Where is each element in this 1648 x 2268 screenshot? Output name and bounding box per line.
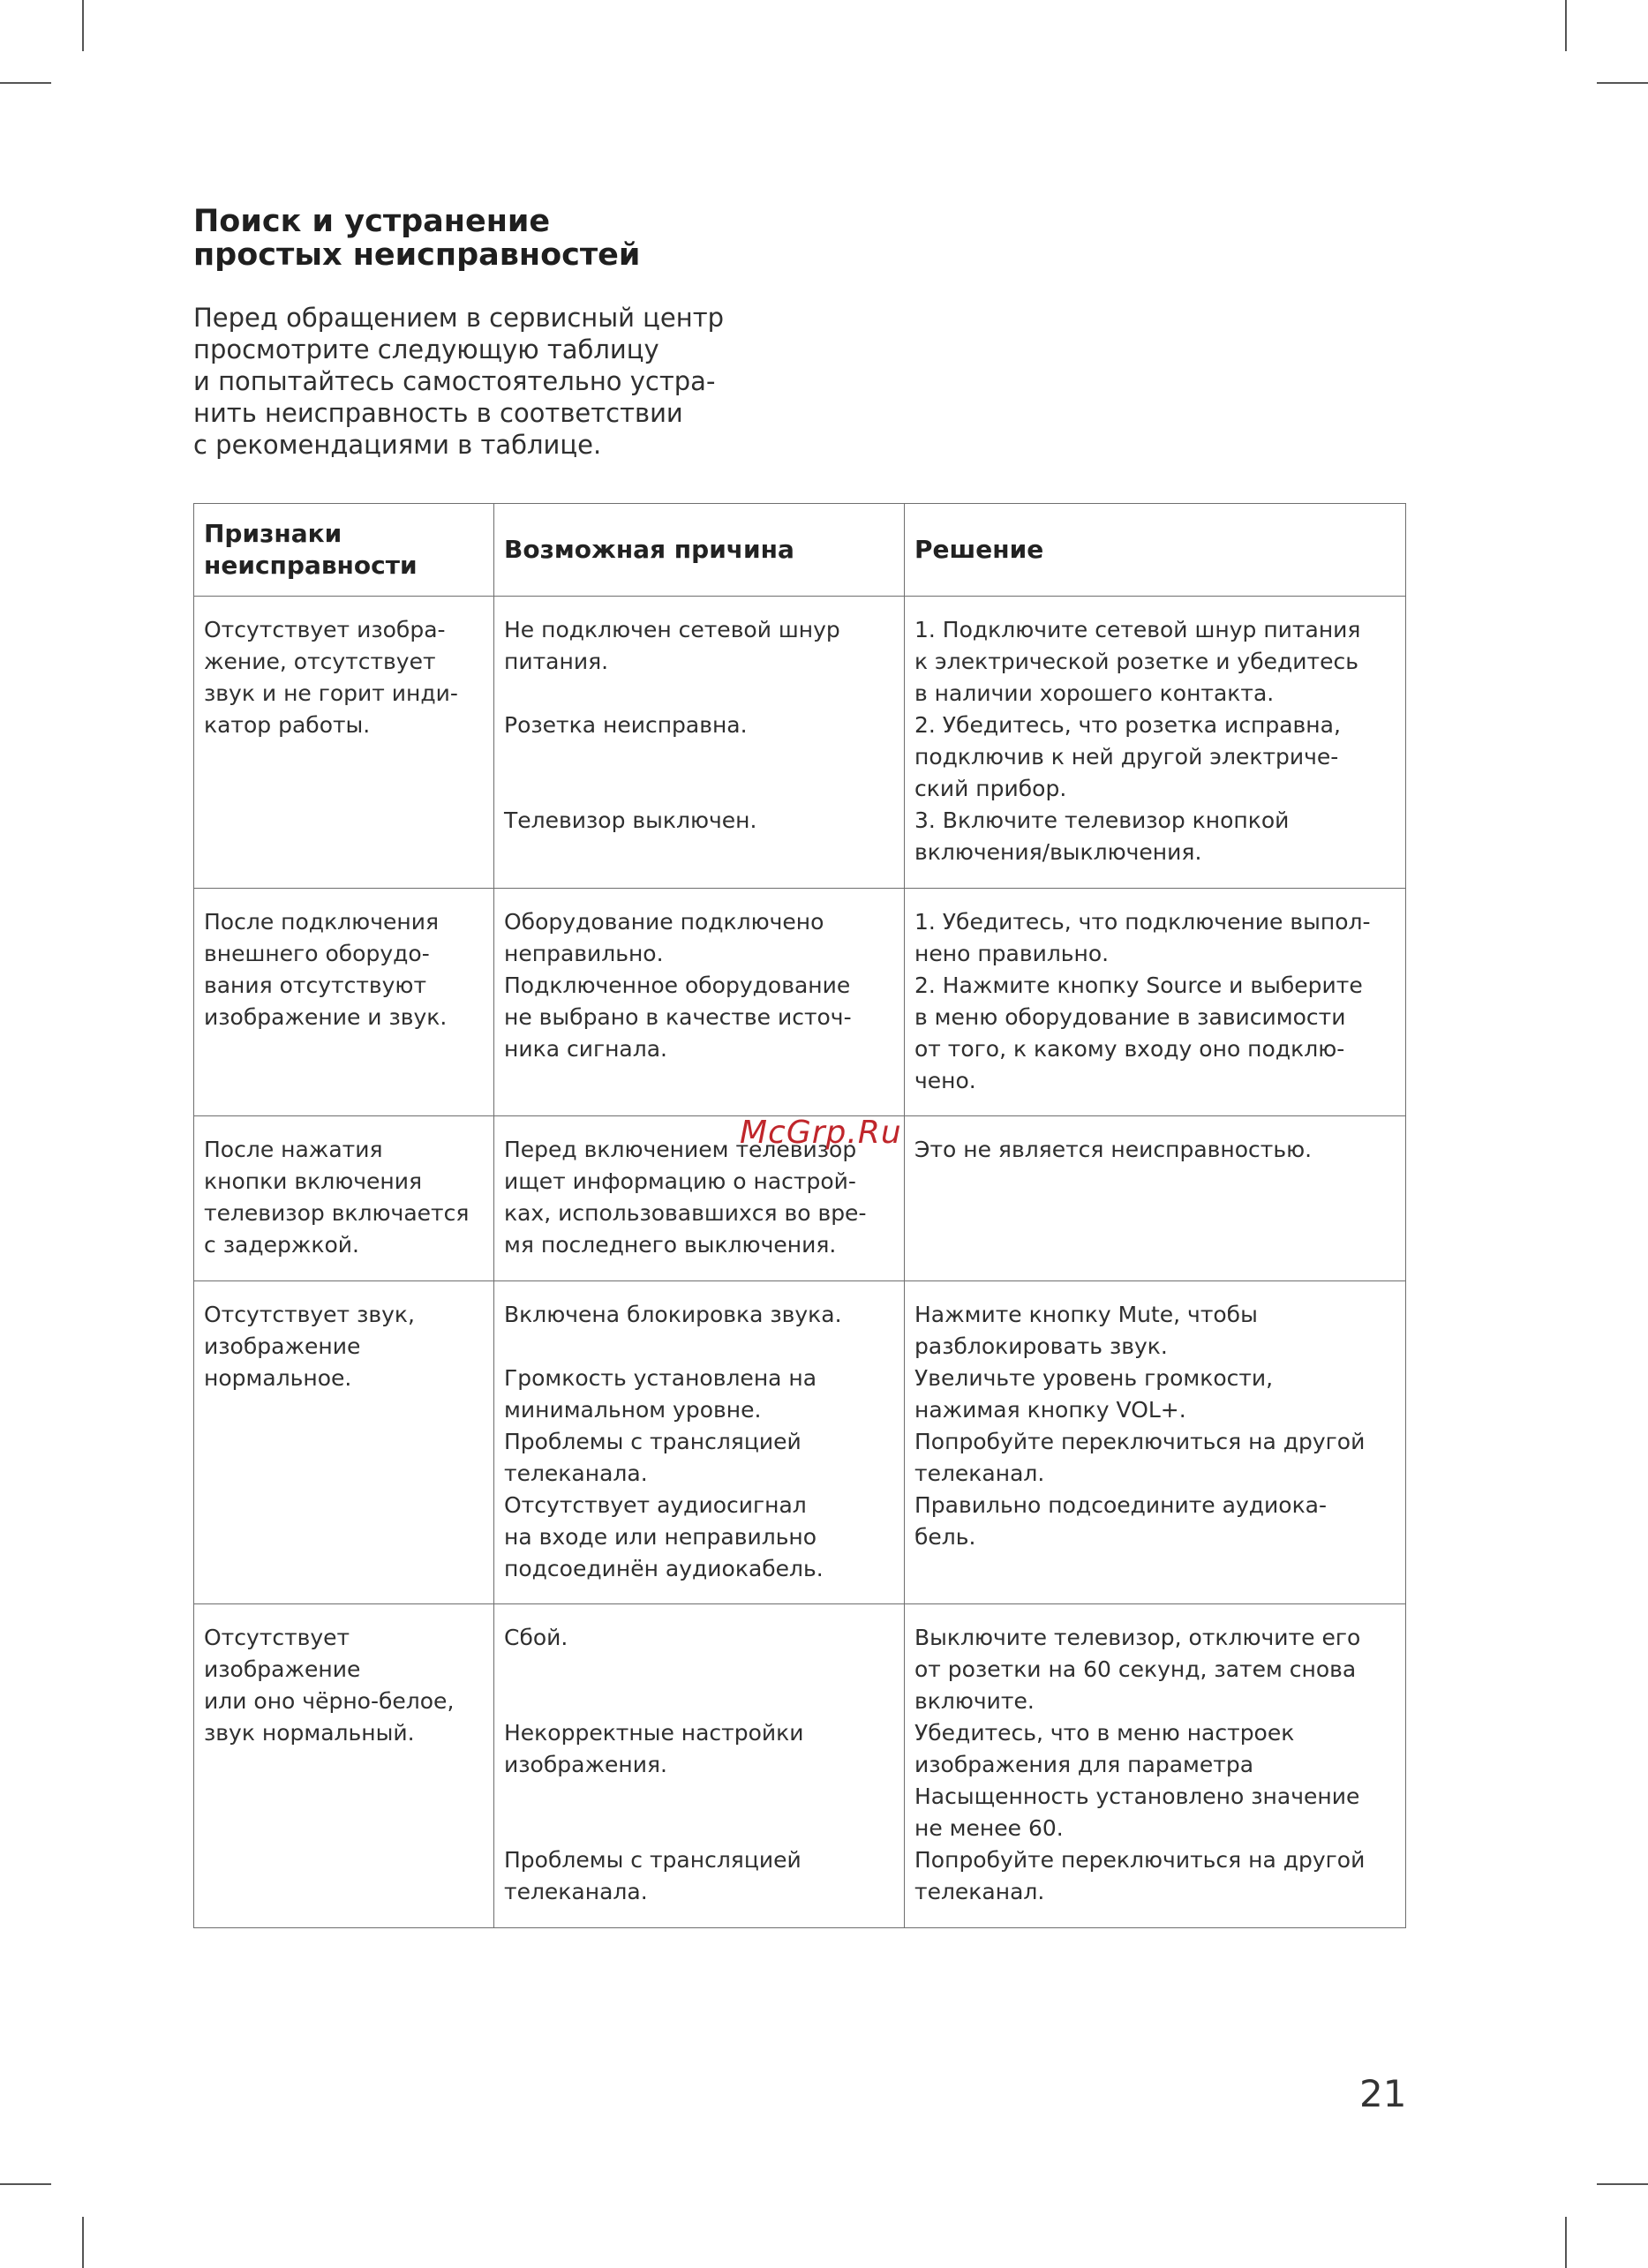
- watermark: McGrp.Ru: [740, 1115, 902, 1151]
- table-row: [194, 889, 1406, 1116]
- page-number: 21: [1359, 2072, 1407, 2115]
- cell-cause: Сбой. Некорректные настройки изображения. Проблемы с трансляцией телеканала.: [494, 1604, 905, 1928]
- cell-solution: 1. Убедитесь, что подключение выпол- нено правильно. 2. Нажмите кнопку Source и выберите в меню оборудование в зависимости от того, к какому входу оно подклю- чено.: [905, 889, 1406, 1116]
- crop-mark-top-right-horizontal: [1597, 82, 1648, 84]
- table-row: [194, 1281, 1406, 1604]
- troubleshooting-table: [193, 503, 1406, 1928]
- cell-cause: Оборудование подключено неправильно. Подключенное оборудование не выбрано в качестве источ- ника сигнала.: [494, 889, 905, 1116]
- cell-solution: Выключите телевизор, отключите его от розетки на 60 секунд, затем снова включите. Убедитесь, что в меню настроек изображения для параметра Насыщенность установлено значение не менее 60. Попробуйте переключиться на другой телеканал.: [905, 1604, 1406, 1928]
- header-symptoms: Признаки неисправности: [194, 504, 494, 597]
- table-row: [194, 597, 1406, 889]
- crop-mark-bottom-right-horizontal: [1597, 2183, 1648, 2185]
- table-header-row: [194, 504, 1406, 597]
- cell-cause: Включена блокировка звука. Громкость установлена на минимальном уровне. Проблемы с трансляцией телеканала. Отсутствует аудиосигнал на входе или неправильно подсоединён аудиокабель.: [494, 1281, 905, 1604]
- cell-symptom: Отсутствует звук, изображение нормальное.: [194, 1281, 494, 1604]
- crop-mark-top-right-vertical: [1565, 0, 1567, 51]
- cell-solution: Это не является неисправностью.: [905, 1116, 1406, 1281]
- section-title: Поиск и устранение простых неисправностей: [193, 204, 641, 273]
- cell-symptom: После подключения внешнего оборудо- вания отсутствуют изображение и звук.: [194, 889, 494, 1116]
- crop-mark-top-left-vertical: [82, 0, 84, 51]
- crop-mark-bottom-left-horizontal: [0, 2183, 51, 2185]
- cell-symptom: После нажатия кнопки включения телевизор включается с задержкой.: [194, 1116, 494, 1281]
- cell-solution: 1. Подключите сетевой шнур питания к электрической розетке и убедитесь в наличии хорошего контакта. 2. Убедитесь, что розетка исправна, подключив к ней другой электриче- ский прибор. 3. Включите телевизор кнопкой включения/выключения.: [905, 597, 1406, 889]
- header-solution: Решение: [905, 504, 1406, 597]
- table-row: [194, 1604, 1406, 1928]
- cell-cause: Не подключен сетевой шнур питания. Розетка неисправна. Телевизор выключен.: [494, 597, 905, 889]
- intro-paragraph: Перед обращением в сервисный центр просмотрите следующую таблицу и попытайтесь самостоятельно устра- нить неисправность в соответствии с рекомендациями в таблице.: [193, 303, 725, 460]
- header-cause: Возможная причина: [494, 504, 905, 597]
- cell-symptom: Отсутствует изобра- жение, отсутствует звук и не горит инди- катор работы.: [194, 597, 494, 889]
- crop-mark-bottom-right-vertical: [1565, 2217, 1567, 2268]
- cell-symptom: Отсутствует изображение или оно чёрно-белое, звук нормальный.: [194, 1604, 494, 1928]
- cell-solution: Нажмите кнопку Mute, чтобы разблокировать звук. Увеличьте уровень громкости, нажимая кнопку VOL+. Попробуйте переключиться на другой телеканал. Правильно подсоедините аудиока- бель.: [905, 1281, 1406, 1604]
- cell-cause: Перед включением телевизор ищет информацию о настрой- ках, использовавшихся во вре- мя последнего выключения.: [494, 1116, 905, 1281]
- crop-mark-bottom-left-vertical: [82, 2217, 84, 2268]
- crop-mark-top-left-horizontal: [0, 82, 51, 84]
